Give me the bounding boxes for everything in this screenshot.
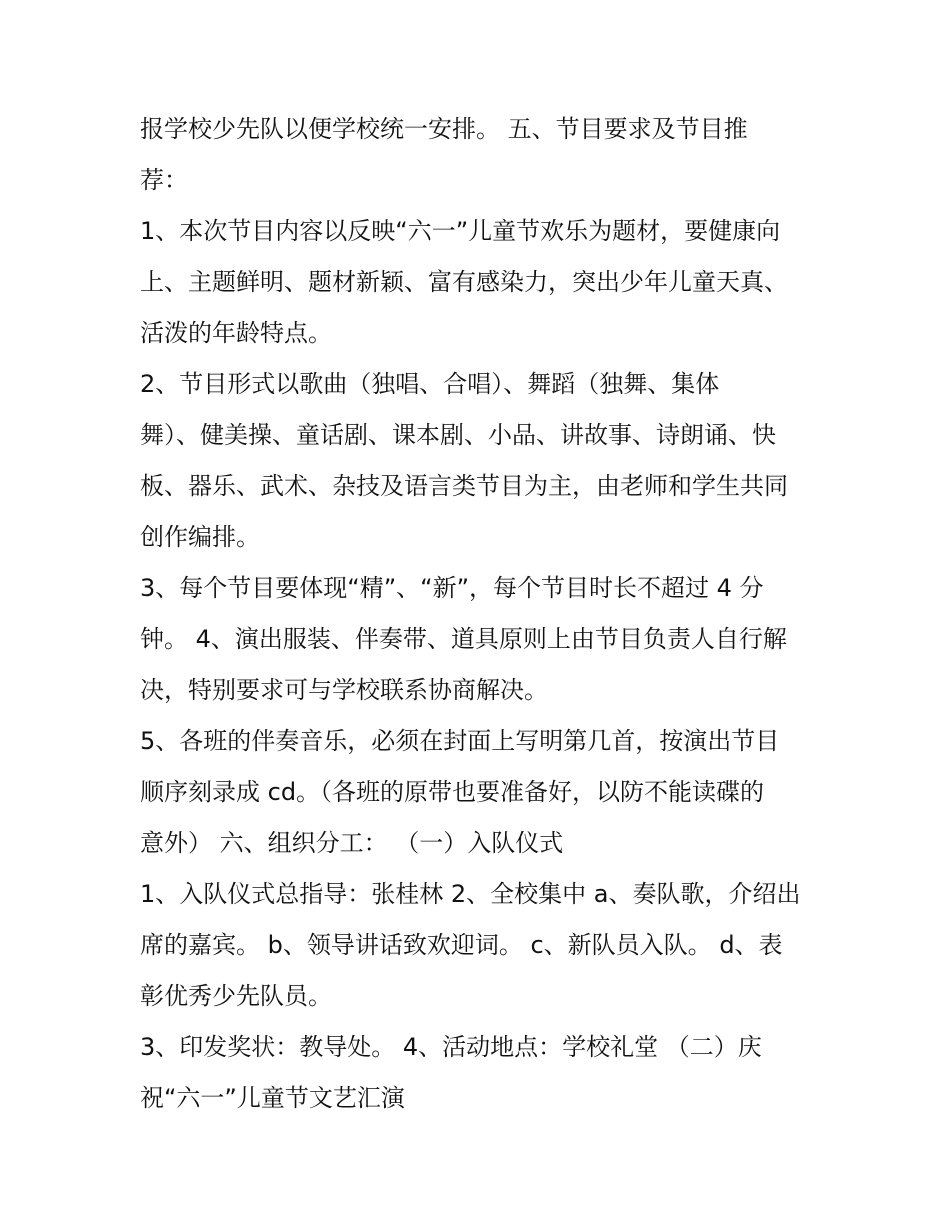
text-line-13: 5、各班的伴奏音乐，必须在封面上写明第几首，按演出节目	[140, 727, 780, 755]
text-line-20: 祝“六一”儿童节文艺汇演	[140, 1084, 405, 1112]
text-line-16: 1、入队仪式总指导：张桂林 2、全校集中 a、奏队歌，介绍出	[140, 880, 801, 908]
text-line-2: 荐：	[140, 166, 188, 194]
text-line-4: 上、主题鲜明、题材新颖、富有感染力，突出少年儿童天真、	[140, 268, 788, 296]
text-line-17: 席的嘉宾。 b、领导讲话致欢迎词。 c、新队员入队。 d、表	[140, 931, 783, 959]
text-line-6: 2、节目形式以歌曲（独唱、合唱）、舞蹈（独舞、集体	[140, 370, 720, 398]
text-line-19: 3、印发奖状：教导处。 4、活动地点：学校礼堂 （二）庆	[140, 1033, 762, 1061]
text-line-10: 3、每个节目要体现“精”、“新”，每个节目时长不超过 4 分	[140, 574, 764, 602]
text-line-12: 决，特别要求可与学校联系协商解决。	[140, 676, 548, 704]
text-line-9: 创作编排。	[140, 523, 260, 551]
text-line-15: 意外） 六、组织分工： （一）入队仪式	[140, 829, 564, 857]
text-line-11: 钟。 4、演出服装、伴奏带、道具原则上由节目负责人自行解	[140, 625, 787, 653]
text-line-8: 板、器乐、武术、杂技及语言类节目为主，由老师和学生共同	[140, 472, 788, 500]
text-line-1: 报学校少先队以便学校统一安排。 五、节目要求及节目推	[140, 115, 748, 143]
text-line-14: 顺序刻录成 cd。（各班的原带也要准备好，以防不能读碟的	[140, 778, 765, 806]
body-text	[140, 104, 830, 1124]
text-line-3: 1、本次节目内容以反映“六一”儿童节欢乐为题材，要健康向	[140, 217, 781, 245]
text-line-5: 活泼的年龄特点。	[140, 319, 332, 347]
text-line-7: 舞）、健美操、童话剧、课本剧、小品、讲故事、诗朗诵、快	[140, 421, 776, 449]
text-line-18: 彰优秀少先队员。	[140, 982, 332, 1010]
